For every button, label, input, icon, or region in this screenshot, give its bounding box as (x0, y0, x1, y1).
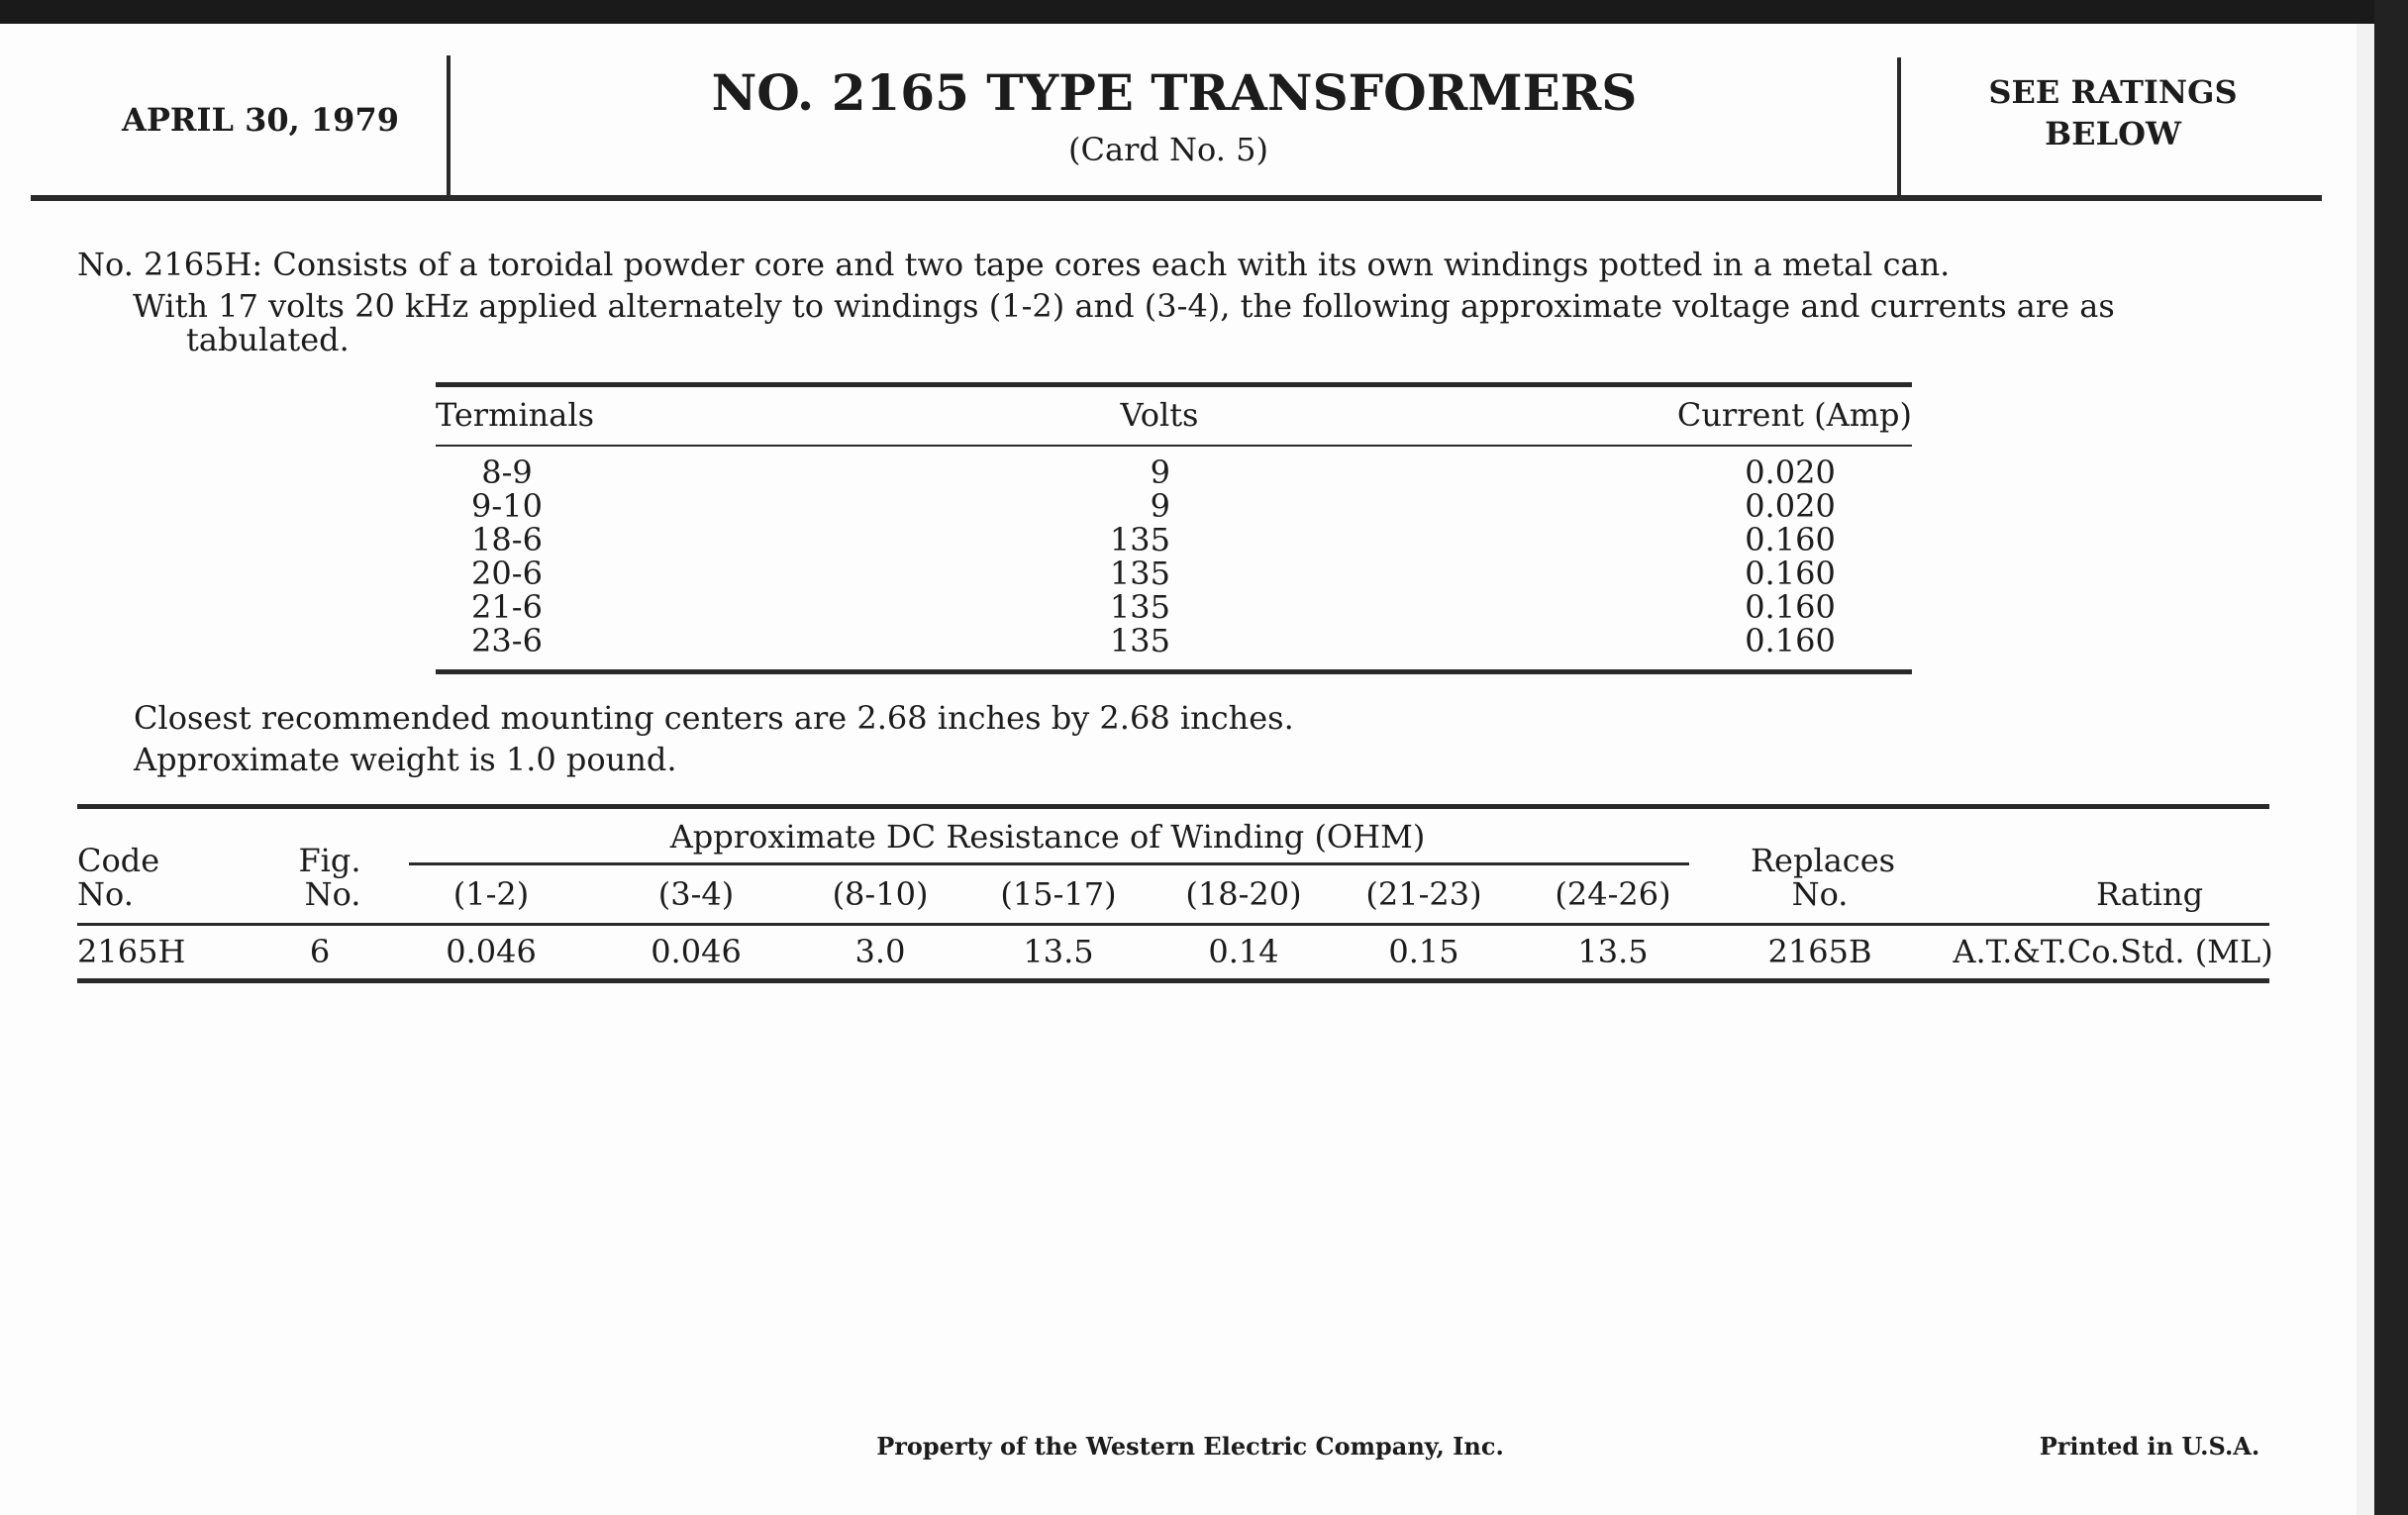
cell-volts: 135 (1109, 588, 1170, 626)
table-top-rule (436, 382, 1912, 387)
cell-current: 0.020 (1745, 454, 1836, 491)
header-winding: (15-17) (1000, 875, 1117, 913)
header-replaces: Replaces (1750, 842, 1896, 879)
header-code: Code (77, 842, 160, 879)
header-winding: (1-2) (452, 875, 530, 913)
header-winding: (18-20) (1185, 875, 1302, 913)
header-divider-right (1897, 57, 1901, 196)
scan-right-border (2374, 0, 2408, 1515)
cell-terminals: 8-9 (481, 454, 533, 491)
header-winding: (21-23) (1365, 875, 1482, 913)
header-divider-left (447, 55, 451, 196)
cell-current: 0.160 (1745, 555, 1836, 592)
footer-printed: Printed in U.S.A. (2039, 1432, 2260, 1461)
cell-terminals: 9-10 (471, 487, 543, 525)
cell-replaces: 2165B (1767, 933, 1872, 970)
cell-resistance: 0.046 (446, 933, 537, 970)
ratings-top-rule (77, 804, 2269, 809)
cell-volts: 135 (1109, 622, 1170, 659)
description-line1: No. 2165H: Consists of a toroidal powder core and two tape cores each with its own windings potted in a metal can. (77, 246, 1951, 283)
cell-resistance: 0.15 (1388, 933, 1459, 970)
ratings-bottom-rule (77, 978, 2269, 983)
header-resistance-group: Approximate DC Resistance of Winding (OHM) (669, 818, 1426, 856)
weight-note: Approximate weight is 1.0 pound. (134, 741, 677, 778)
cell-volts: 135 (1109, 555, 1170, 592)
header-fig: Fig. (298, 842, 361, 879)
cell-resistance: 0.14 (1208, 933, 1279, 970)
table-header-rule (436, 445, 1912, 447)
header-replaces-no: No. (1791, 875, 1849, 913)
header-code-no: No. (77, 875, 134, 913)
header-current: Current (Amp) (1676, 396, 1912, 434)
table-bottom-rule (436, 669, 1912, 674)
scan-paper-edge (2357, 24, 2374, 1515)
description-line3: tabulated. (186, 321, 350, 358)
resistance-group-rule (409, 862, 1689, 865)
cell-resistance: 3.0 (854, 933, 906, 970)
cell-resistance: 13.5 (1023, 933, 1094, 970)
cell-rating: A.T.&T.Co.Std. (ML) (1953, 933, 2273, 970)
description-line2: With 17 volts 20 kHz applied alternately to windings (1-2) and (3-4), the following approximate voltage and currents are as (133, 287, 2115, 325)
cell-current: 0.160 (1745, 521, 1836, 558)
cell-resistance: 13.5 (1577, 933, 1649, 970)
footer-property: Property of the Western Electric Company, Inc. (876, 1432, 1504, 1461)
ratings-header-rule (77, 923, 2269, 926)
card-date: APRIL 30, 1979 (122, 101, 399, 139)
cell-current: 0.020 (1745, 487, 1836, 525)
scan-top-border (0, 0, 2408, 24)
cell-terminals: 21-6 (471, 588, 543, 626)
header-rule (31, 195, 2322, 201)
header-rating: Rating (2095, 875, 2204, 913)
header-winding: (8-10) (832, 875, 929, 913)
cell-volts: 135 (1109, 521, 1170, 558)
card-number: (Card No. 5) (1068, 131, 1268, 168)
header-winding: (24-26) (1555, 875, 1671, 913)
cell-fig: 6 (309, 933, 331, 970)
cell-current: 0.160 (1745, 588, 1836, 626)
cell-resistance: 0.046 (651, 933, 742, 970)
header-terminals: Terminals (436, 396, 595, 434)
cell-volts: 9 (1150, 454, 1170, 491)
header-volts: Volts (1120, 396, 1199, 434)
cell-current: 0.160 (1745, 622, 1836, 659)
header-winding: (3-4) (657, 875, 735, 913)
page-title: NO. 2165 TYPE TRANSFORMERS (711, 63, 1638, 122)
cell-terminals: 18-6 (471, 521, 543, 558)
mounting-note: Closest recommended mounting centers are 2.68 inches by 2.68 inches. (134, 699, 1294, 737)
cell-volts: 9 (1150, 487, 1170, 525)
cell-code: 2165H (77, 933, 186, 970)
ratings-note-line1: SEE RATINGS (1988, 73, 2238, 111)
header-fig-no: No. (304, 875, 361, 913)
cell-terminals: 23-6 (471, 622, 543, 659)
ratings-note-line2: BELOW (2045, 115, 2181, 152)
cell-terminals: 20-6 (471, 555, 543, 592)
